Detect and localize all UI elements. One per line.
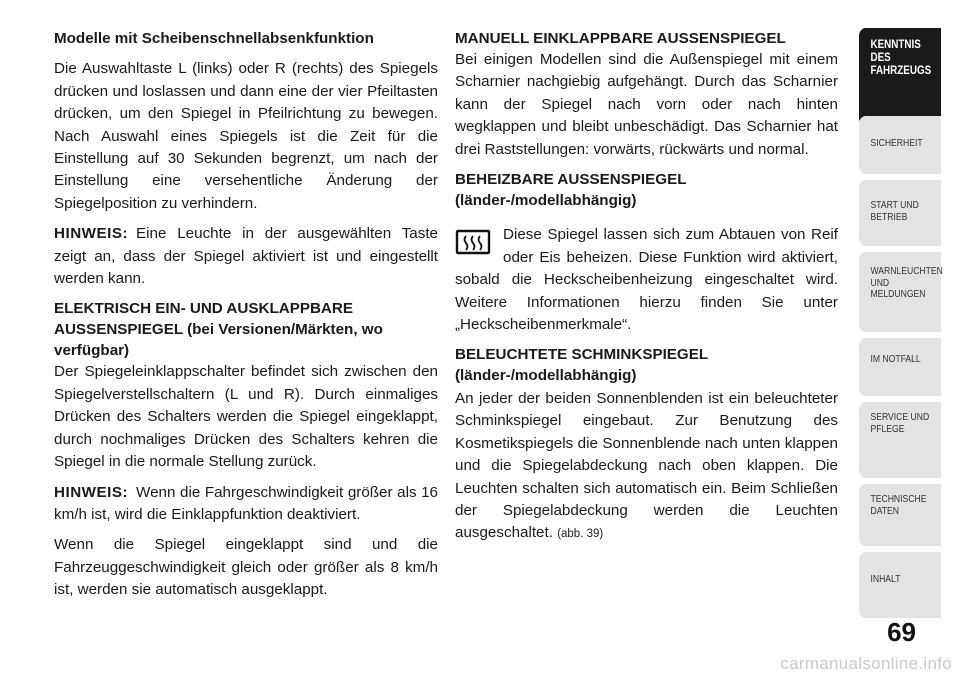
- defrost-block: [455, 224, 838, 336]
- right-column: [455, 28, 838, 554]
- tab-warnleuchten[interactable]: WARNLEUCHTEN UND MELDUNGEN: [859, 252, 941, 332]
- note: [54, 482, 438, 527]
- tab-technische-daten[interactable]: TECHNISCHE DATEN: [859, 484, 941, 546]
- note: [54, 223, 438, 290]
- paragraph: Bei einigen Modellen sind die Außenspiegel mit einem Scharnier nachgiebig aufgehängt. Durch das Scharnier kann der Spiegel nach vorn oder nach hinten wegklappen und bleibt unbeschädigt. Das Scharnier hat drei Raststellungen: vorwärts, rückwärts und normal.: [455, 51, 838, 158]
- section-heading-sub: (länder-/modellabhängig): [455, 367, 637, 385]
- paragraph: Wenn die Spiegel eingeklappt sind und die Fahrzeuggeschwindigkeit gleich oder größer als 8 km/h ist, werden sie automatisch ausgeklappt.: [54, 536, 438, 599]
- note-label: HINWEIS:: [54, 483, 129, 501]
- section-heading: BELEUCHTETE SCHMINKSPIEGEL: [455, 346, 709, 364]
- paragraph: Die Auswahltaste L (links) oder R (rechts) des Spiegels drücken und loslassen und dann eine der vier Pfeiltasten drücken, um den Spiegel in Pfeilrichtung zu bewegen. Nach Auswahl eines Spiegels ist die Zeit für die Einstellung auf 30 Sekunden begrenzt, um nach der Einstellung eine versehentliche Änderung der Spiegelposition zu verhindern.: [54, 60, 438, 212]
- note-text: Wenn die Fahrgeschwindigkeit größer als 16 km/h ist, wird die Einklappfunktion deaktiviert.: [54, 483, 438, 523]
- tab-kenntnis-des-fahrzeugs[interactable]: KENNTNIS DES FAHRZEUGS: [859, 28, 941, 126]
- paragraph-text: An jeder der beiden Sonnenblenden ist ein beleuchteter Schminkspiegel eingebaut. Zur Benutzung des Kosmetikspiegels die Sonnenblende nach unten klappen und die Spiegelabdeckung nach oben klappen. Die Leuchten schalten sich automatisch ein. Beim Schließen der Spiegelabdeckung werden die Leuchten ausgeschaltet.: [455, 389, 838, 542]
- chapter-tabs: [855, 0, 960, 678]
- figure-reference: (abb. 39): [557, 528, 604, 541]
- section-subheading: Modelle mit Scheibenschnellabsenkfunktion: [54, 30, 374, 47]
- left-column: [54, 28, 438, 610]
- watermark: carmanualsonline.info: [780, 654, 952, 673]
- section-heading: BEHEIZBARE AUSSENSPIEGEL: [455, 171, 687, 189]
- tab-start-und-betrieb[interactable]: START UND BETRIEB: [859, 180, 941, 246]
- tab-inhalt[interactable]: INHALT: [859, 552, 941, 618]
- paragraph: [455, 388, 838, 546]
- note-text: Eine Leuchte in der ausgewählten Taste zeigt an, dass der Spiegel aktiviert ist und eingestellt werden kann.: [54, 225, 438, 288]
- page-number: 69: [887, 617, 916, 647]
- tab-service-und-pflege[interactable]: SERVICE UND PFLEGE: [859, 402, 941, 478]
- section-heading: ELEKTRISCH EIN- UND AUSKLAPPBARE AUSSENSPIEGEL (bei Versionen/Märkten, wo verfügbar): [54, 300, 383, 360]
- tab-sicherheit[interactable]: SICHERHEIT: [859, 116, 941, 174]
- section-heading: MANUELL EINKLAPPBARE AUSSENSPIEGEL: [455, 30, 786, 47]
- note-label: HINWEIS:: [54, 225, 129, 243]
- rear-defrost-icon: [455, 228, 491, 256]
- paragraph: Der Spiegeleinklappschalter befindet sich zwischen den Spiegelverstellschaltern (L und R). Durch einmaliges Drücken des Schalters werden die Spiegel eingeklappt, durch nochmaliges Drücken des Schalters kehren die Spiegel in die normale Stellung zurück.: [54, 363, 438, 471]
- tab-im-notfall[interactable]: IM NOTFALL: [859, 338, 941, 396]
- section-heading-sub: (länder-/modellabhängig): [455, 192, 637, 210]
- paragraph: Diese Spiegel lassen sich zum Abtauen von Reif oder Eis beheizen. Diese Funktion wird aktiviert, sobald die Heckscheibenheizung eingeschaltet wird. Weitere Informationen hierzu finden Sie unter „Heckscheibenmerkmale“.: [455, 226, 838, 334]
